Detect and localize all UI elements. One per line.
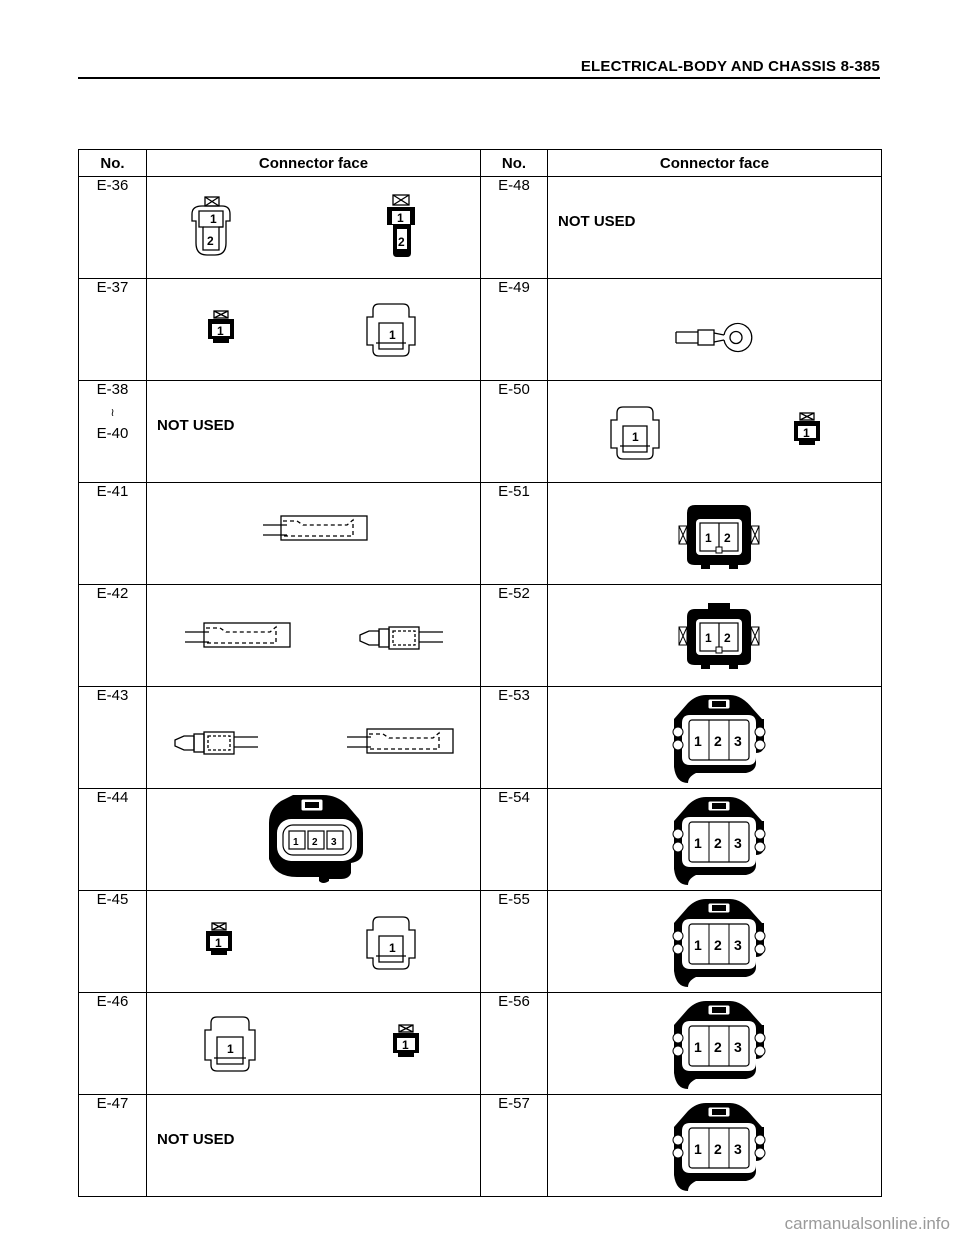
table-row xyxy=(79,585,882,687)
pin-1: 1 xyxy=(293,837,299,848)
connector-number: E-53 xyxy=(481,687,548,789)
female-male-terminal-diagram xyxy=(147,585,481,686)
pin-2: 2 xyxy=(724,631,731,645)
connector-face xyxy=(147,789,481,891)
female-terminal-diagram xyxy=(147,483,481,584)
connector-face xyxy=(548,993,882,1095)
connector-number: E-57 xyxy=(481,1095,548,1197)
connector-diagram-1pin-pair xyxy=(147,891,481,992)
table-row xyxy=(79,177,882,279)
table-header-row xyxy=(79,150,882,177)
connector-face xyxy=(147,891,481,993)
not-used-label: NOT USED xyxy=(157,417,235,434)
pin-2: 2 xyxy=(398,235,405,249)
connector-face xyxy=(147,1095,481,1197)
connector-diagram-2pin-sealed xyxy=(548,585,882,686)
pin-2: 2 xyxy=(714,937,722,953)
range-end: E-40 xyxy=(96,425,129,442)
connector-number: E-36 xyxy=(79,177,147,279)
connector-diagram-3pin-sealed xyxy=(548,789,882,890)
pin-2: 2 xyxy=(724,531,731,545)
header-face-left: Connector face xyxy=(147,150,481,177)
table-row xyxy=(79,279,882,381)
connector-face xyxy=(147,381,481,483)
connector-number: E-43 xyxy=(79,687,147,789)
page-header xyxy=(78,58,880,79)
connector-diagram-2pin-sealed xyxy=(548,483,882,584)
table-row xyxy=(79,993,882,1095)
connector-number: E-52 xyxy=(481,585,548,687)
connector-diagram-3pin-sealed xyxy=(548,1095,882,1196)
pin-1: 1 xyxy=(705,631,712,645)
pin-1: 1 xyxy=(694,1039,702,1055)
pin-1: 1 xyxy=(402,1038,409,1052)
connector-diagram-2pin-pair xyxy=(147,177,481,278)
pin-2: 2 xyxy=(312,837,318,848)
connector-face xyxy=(548,687,882,789)
header-no-left: No. xyxy=(79,150,147,177)
connector-face xyxy=(147,687,481,789)
table-row xyxy=(79,1095,882,1197)
connector-face xyxy=(548,789,882,891)
pin-1: 1 xyxy=(397,211,404,225)
pin-3: 3 xyxy=(734,1141,742,1157)
connector-number-range xyxy=(79,381,147,483)
pin-2: 2 xyxy=(714,1039,722,1055)
connector-face xyxy=(548,891,882,993)
connector-number: E-46 xyxy=(79,993,147,1095)
pin-1: 1 xyxy=(694,1141,702,1157)
connector-diagram-3pin-sealed xyxy=(548,891,882,992)
not-used-label: NOT USED xyxy=(157,1131,235,1148)
connector-number: E-45 xyxy=(79,891,147,993)
connector-face xyxy=(147,279,481,381)
pin-1: 1 xyxy=(694,733,702,749)
not-used-label: NOT USED xyxy=(558,213,636,230)
connector-number: E-37 xyxy=(79,279,147,381)
pin-1: 1 xyxy=(803,426,810,440)
range-start: E-38 xyxy=(96,381,129,398)
connector-number: E-55 xyxy=(481,891,548,993)
connector-face xyxy=(147,483,481,585)
connector-number: E-44 xyxy=(79,789,147,891)
pin-1: 1 xyxy=(217,324,224,338)
page-title: ELECTRICAL-BODY AND CHASSIS 8-385 xyxy=(580,58,880,75)
connector-face xyxy=(548,585,882,687)
connector-diagram-1pin-pair xyxy=(147,993,481,1094)
pin-3: 3 xyxy=(734,733,742,749)
connector-diagram-1pin-pair xyxy=(147,279,481,380)
table-row xyxy=(79,483,882,585)
table-row xyxy=(79,789,882,891)
connector-diagram-1pin-pair xyxy=(548,381,882,482)
connector-diagram-3pin-sealed xyxy=(548,993,882,1094)
pin-2: 2 xyxy=(207,234,214,248)
ring-terminal-diagram xyxy=(548,279,882,380)
connector-face xyxy=(548,483,882,585)
pin-3: 3 xyxy=(734,937,742,953)
connector-number: E-47 xyxy=(79,1095,147,1197)
pin-2: 2 xyxy=(714,733,722,749)
pin-3: 3 xyxy=(331,837,337,848)
pin-3: 3 xyxy=(734,1039,742,1055)
connector-number: E-41 xyxy=(79,483,147,585)
pin-1: 1 xyxy=(389,941,396,955)
connector-number: E-54 xyxy=(481,789,548,891)
connector-number: E-51 xyxy=(481,483,548,585)
pin-3: 3 xyxy=(734,835,742,851)
connector-number: E-48 xyxy=(481,177,548,279)
pin-1: 1 xyxy=(215,936,222,950)
header-no-right: No. xyxy=(481,150,548,177)
pin-2: 2 xyxy=(714,835,722,851)
table-row xyxy=(79,687,882,789)
table-row xyxy=(79,891,882,993)
connector-number: E-49 xyxy=(481,279,548,381)
pin-2: 2 xyxy=(714,1141,722,1157)
connector-number: E-56 xyxy=(481,993,548,1095)
pin-1: 1 xyxy=(227,1042,234,1056)
header-face-right: Connector face xyxy=(548,150,882,177)
pin-1: 1 xyxy=(210,212,217,226)
watermark-text: carmanualsonline.info xyxy=(784,1214,950,1233)
range-tilde: ≀ xyxy=(110,407,115,419)
connector-face xyxy=(548,279,882,381)
connector-face xyxy=(147,993,481,1095)
pin-1: 1 xyxy=(705,531,712,545)
connector-face xyxy=(548,1095,882,1197)
connector-face xyxy=(147,585,481,687)
pin-1: 1 xyxy=(694,937,702,953)
pin-1: 1 xyxy=(632,430,639,444)
pin-1: 1 xyxy=(389,328,396,342)
connector-diagram-3pin-sealed xyxy=(548,687,882,788)
pin-1: 1 xyxy=(694,835,702,851)
table-row xyxy=(79,381,882,483)
connector-table xyxy=(78,149,882,1197)
connector-diagram-3pin-sealed xyxy=(147,789,481,890)
connector-number: E-50 xyxy=(481,381,548,483)
connector-face xyxy=(548,177,882,279)
connector-face xyxy=(147,177,481,279)
male-female-terminal-diagram xyxy=(147,687,481,788)
connector-number: E-42 xyxy=(79,585,147,687)
connector-face xyxy=(548,381,882,483)
